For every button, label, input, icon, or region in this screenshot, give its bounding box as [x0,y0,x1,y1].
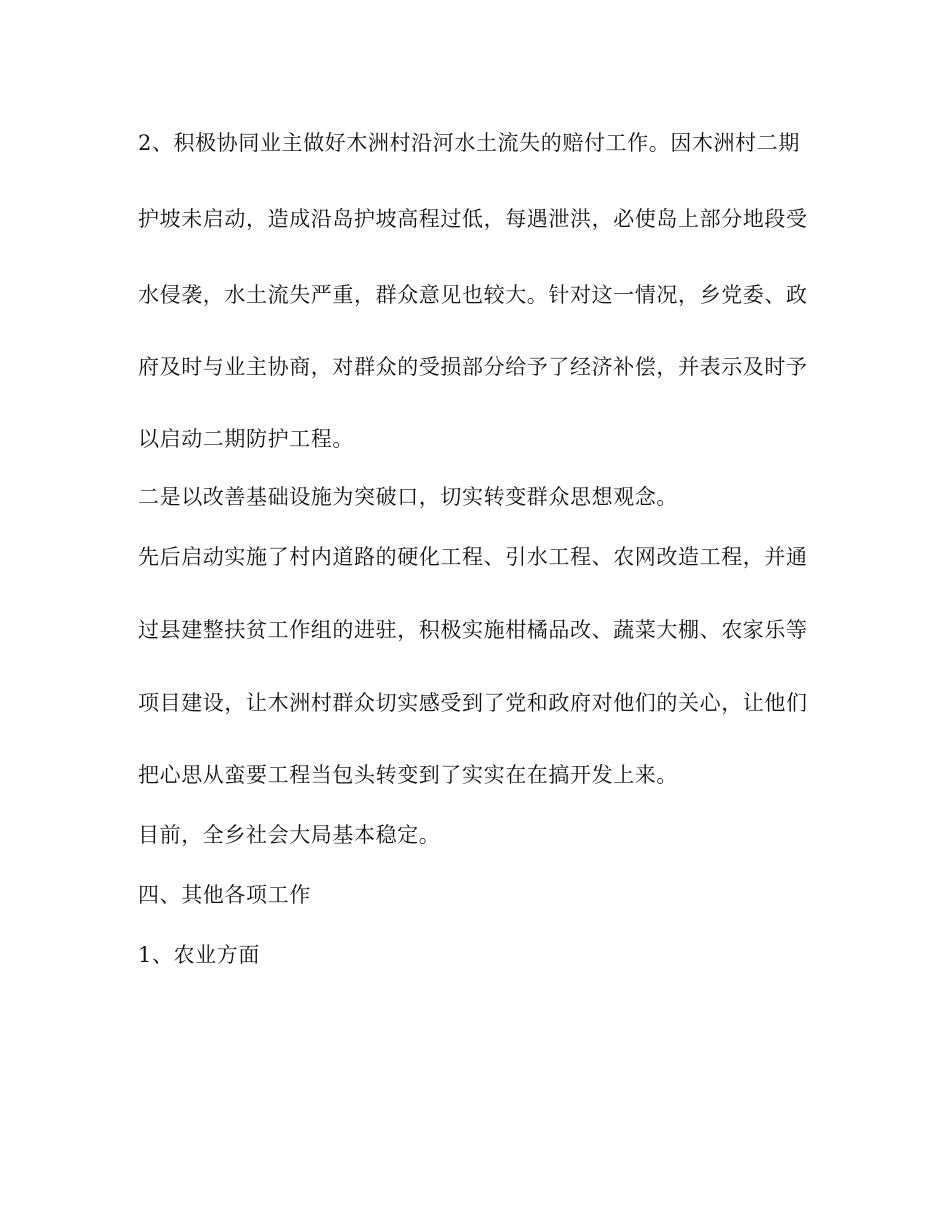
paragraph-line: 目前，全乡社会大局基本稳定。 [138,823,441,847]
paragraph-line: 项目建设，让木洲村群众切实感受到了党和政府对他们的关心，让他们 [138,691,808,715]
paragraph-line: 水侵袭，水土流失严重，群众意见也较大。针对这一情况，乡党委、政 [138,283,808,307]
paragraph-line: 过县建整扶贫工作组的进驻，积极实施柑橘品改、蔬菜大棚、农家乐等 [138,618,808,642]
paragraph-line: 以启动二期防护工程。 [138,427,354,451]
paragraph-line: 府及时与业主协商，对群众的受损部分给予了经济补偿，并表示及时予 [138,355,808,379]
paragraph-line: 2、积极协同业主做好木洲村沿河水土流失的赔付工作。因木洲村二期 [138,131,800,155]
paragraph-line: 护坡未启动，造成沿岛护坡高程过低，每遇泄洪，必使岛上部分地段受 [138,207,808,231]
paragraph-line: 先后启动实施了村内道路的硬化工程、引水工程、农网改造工程，并通 [138,545,808,569]
paragraph-heading: 二是以改善基础设施为突破口，切实转变群众思想观念。 [138,485,678,509]
subsection-heading: 1、农业方面 [138,943,260,967]
paragraph-line: 把心思从蛮要工程当包头转变到了实实在在搞开发上来。 [138,763,678,787]
section-heading: 四、其他各项工作 [138,883,311,907]
